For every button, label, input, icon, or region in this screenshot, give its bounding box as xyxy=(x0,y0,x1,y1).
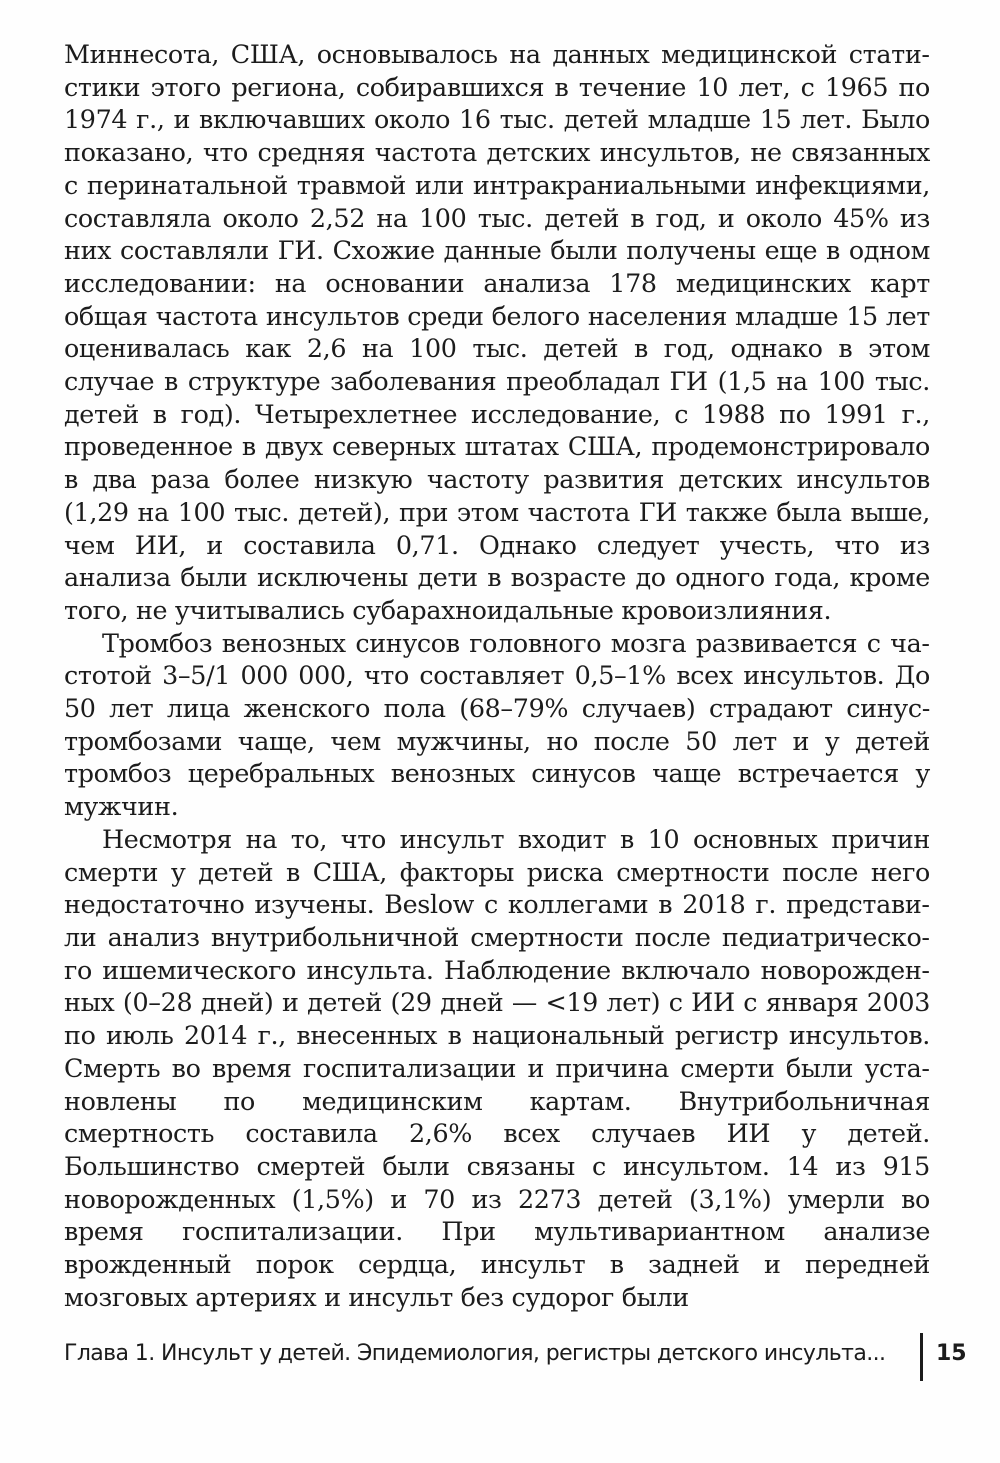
page-footer xyxy=(64,1333,967,1375)
footer-divider xyxy=(920,1333,923,1381)
running-chapter-title: Глава 1. Инсульт у детей. Эпидемиология, регистры детского инсульта... xyxy=(64,1341,886,1366)
page-number: 15 xyxy=(936,1341,967,1366)
paragraph-epidemiology-usa: Миннесота, США, основывалось на данных медицинской статистики этого региона, собиравшихся в течение 10 лет, с 1965 по 1974 г., и включавших около 16 тыс. детей младше 15 лет. Было показано, что средняя частота детских инсультов, не связанных с перинатальной травмой или интракраниальными инфекциями, составляла около 2,52 на 100 тыс. детей в год, и около 45% из них составляли ГИ. Схожие данные были получены еще в одном исследовании: на основании анализа 178 медицинских карт общая частота инсультов среди белого населения младше 15 лет оценивалась как 2,6 на 100 тыс. детей в год, однако в этом случае в структуре заболевания преобладал ГИ (1,5 на 100 тыс. детей в год). Четырехлетнее исследование, с 1988 по 1991 г., проведенное в двух северных штатах США, продемонстрировало в два раза более низкую частоту развития детских инсультов (1,29 на 100 тыс. детей), при этом частота ГИ также была выше, чем ИИ, и составила 0,71. Однако следует учесть, что из анализа были исключены дети в возрасте до одного года, кроме того, не учитывались субарахноидальные кровоизлияния. xyxy=(64,39,930,625)
paragraph-mortality: Несмотря на то, что инсульт входит в 10 основных причин смерти у детей в США, факторы риска смертности после него недостаточно изучены. Beslow с коллегами в 2018 г. представили анализ внутрибольничной смертности после педиатрического ишемического инсульта. Наблюдение включало новорожденных (0–28 дней) и детей (29 дней — <19 лет) с ИИ с января 2003 по июль 2014 г., внесенных в национальный регистр инсультов. Смерть во время госпитализации и причина смерти были установлены по медицинским картам. Внутрибольничная смертность составила 2,6% всех случаев ИИ у детей. Большинство смертей были связаны с инсультом. 14 из 915 новорожденных (1,5%) и 70 из 2273 детей (3,1%) умерли во время госпитализации. При мультивариантном анализе врожденный порок сердца, инсульт в задней и передней мозговых артериях и инсульт без судорог были xyxy=(64,823,930,1312)
paragraph-venous-sinus-thrombosis: Тромбоз венозных синусов головного мозга развивается с частотой 3–5/1 000 000, что составляет 0,5–1% всех инсультов. До 50 лет лица женского пола (68–79% случаев) страдают синус-тромбозами чаще, чем мужчины, но после 50 лет и у детей тромбоз церебральных венозных синусов чаще встречается у мужчин. xyxy=(64,627,930,822)
body-text xyxy=(64,38,930,1313)
